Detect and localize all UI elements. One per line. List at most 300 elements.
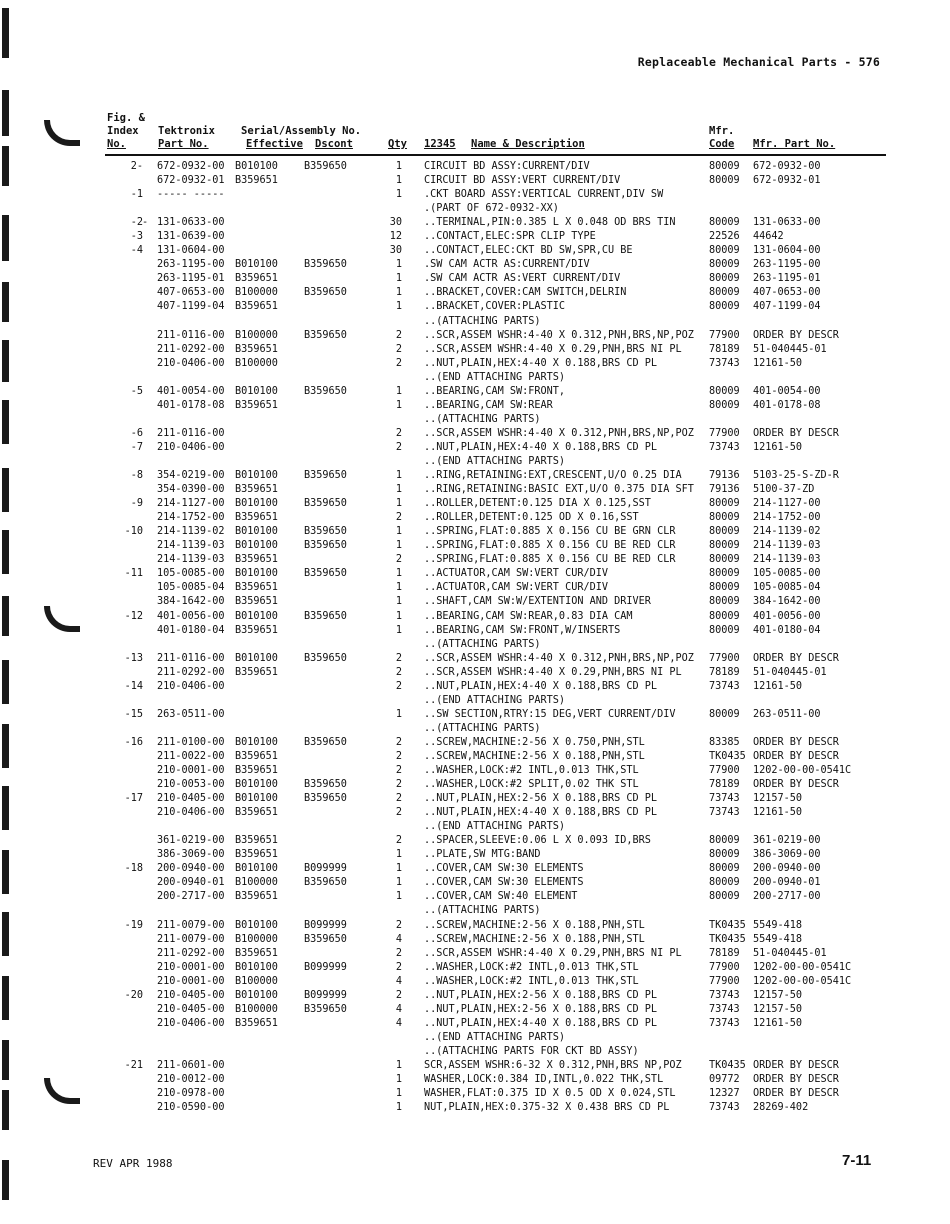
qty: 30: [389, 245, 402, 257]
serial-effective: B010100: [235, 385, 278, 397]
description: ..ACTUATOR,CAM SW:VERT CUR/DIV: [424, 582, 609, 594]
mfr-code: 78189: [709, 779, 740, 791]
page-number: 7-11: [842, 1152, 872, 1169]
description: CIRCUIT BD ASSY:VERT CURRENT/DIV: [424, 175, 621, 187]
qty: 2: [395, 807, 402, 819]
serial-dscont: B359650: [304, 877, 347, 889]
mfr-code: TK0435: [709, 750, 746, 762]
mfr-code: TK0435: [709, 919, 746, 931]
mfr-part-no: 214-1127-00: [753, 498, 821, 510]
serial-dscont: B359650: [304, 385, 347, 397]
fig-index: -16: [124, 736, 143, 748]
tek-part-no: 210-0406-00: [157, 680, 225, 692]
qty: 1: [395, 498, 402, 510]
mfr-part-no: 263-1195-01: [753, 273, 821, 285]
description: ..SCR,ASSEM WSHR:4-40 X 0.312,PNH,BRS,NP,POZ: [424, 652, 694, 664]
mfr-part-no: 384-1642-00: [753, 596, 821, 608]
description: ..SCREW,MACHINE:2-56 X 0.188,PNH,STL: [424, 933, 645, 945]
qty: 2: [395, 666, 402, 678]
serial-dscont: B359650: [304, 779, 347, 791]
fig-index: -5: [130, 385, 143, 397]
serial-effective: B100000: [235, 975, 278, 987]
qty: 1: [395, 301, 402, 313]
column-headers: [107, 112, 887, 156]
mfr-part-no: 5549-418: [753, 933, 803, 945]
tek-part-no: 354-0219-00: [157, 470, 225, 482]
qty: 1: [395, 1060, 402, 1071]
table-row: [0, 595, 950, 609]
fig-index: -13: [124, 652, 143, 664]
qty: 2: [395, 765, 402, 777]
tek-part-no: 211-0079-00: [157, 933, 225, 945]
serial-effective: B359651: [235, 835, 278, 847]
mfr-code: 78189: [709, 947, 740, 959]
description: ..NUT,PLAIN,HEX:4-40 X 0.188,BRS CD PL: [424, 680, 658, 692]
serial-dscont: B359650: [304, 793, 347, 805]
description: ..SPACER,SLEEVE:0.06 L X 0.093 ID,BRS: [424, 835, 651, 847]
description: ..WASHER,LOCK:#2 SPLIT,0.02 THK STL: [424, 779, 639, 791]
qty: 2: [395, 512, 402, 524]
table-row: [0, 202, 950, 216]
serial-dscont: B359650: [304, 259, 347, 271]
qty: 1: [395, 175, 402, 187]
mfr-part-no: 361-0219-00: [753, 835, 821, 847]
serial-effective: B359651: [235, 947, 278, 959]
mfr-code: 73743: [709, 1003, 740, 1015]
qty: 2: [395, 441, 402, 453]
serial-effective: B100000: [235, 329, 278, 341]
col-fig-line1: Fig. &: [107, 112, 145, 124]
tek-part-no: 131-0633-00: [157, 217, 225, 229]
mfr-code: 80009: [709, 708, 740, 720]
tek-part-no: 672-0932-01: [157, 175, 225, 187]
fig-index: -14: [124, 680, 143, 692]
mfr-part-no: 12161-50: [753, 807, 803, 819]
qty: 2: [395, 947, 402, 959]
mfr-code: 80009: [709, 161, 740, 172]
description: ..NUT,PLAIN,HEX:2-56 X 0.188,BRS CD PL: [424, 1003, 658, 1015]
table-row: [0, 525, 950, 539]
mfr-part-no: ORDER BY DESCR: [753, 736, 839, 748]
description: WASHER,FLAT:0.375 ID X 0.5 OD X 0.024,STL: [424, 1088, 676, 1100]
mfr-code: 77900: [709, 329, 740, 341]
tek-part-no: 401-0178-08: [157, 399, 225, 411]
table-row: [0, 399, 950, 413]
mfr-part-no: 407-1199-04: [753, 301, 821, 313]
table-row: [0, 834, 950, 848]
qty: 1: [395, 708, 402, 720]
serial-effective: B010100: [235, 259, 278, 271]
description: ..ROLLER,DETENT:0.125 OD X 0.16,SST: [424, 512, 639, 524]
serial-dscont: B359650: [304, 736, 347, 748]
mfr-part-no: 12157-50: [753, 793, 803, 805]
tek-part-no: 263-1195-01: [157, 273, 225, 285]
description: SCR,ASSEM WSHR:6-32 X 0.312,PNH,BRS NP,POZ: [424, 1060, 682, 1071]
description: ..BRACKET,COVER:PLASTIC: [424, 301, 566, 313]
mfr-part-no: 131-0604-00: [753, 245, 821, 257]
table-row: [0, 174, 950, 188]
serial-effective: B010100: [235, 989, 278, 1001]
serial-effective: B010100: [235, 793, 278, 805]
serial-effective: B359651: [235, 301, 278, 313]
table-row: [0, 286, 950, 300]
serial-dscont: B099999: [304, 989, 347, 1001]
serial-dscont: B359650: [304, 933, 347, 945]
tek-part-no: 672-0932-00: [157, 161, 225, 172]
fig-index: -3: [130, 231, 143, 243]
fig-index: -4: [130, 245, 143, 257]
col-qty: Qty: [388, 138, 407, 150]
serial-effective: B010100: [235, 919, 278, 931]
qty: 2: [395, 793, 402, 805]
description: ..BEARING,CAM SW:REAR: [424, 399, 553, 411]
serial-dscont: B359650: [304, 568, 347, 580]
table-row: [0, 764, 950, 778]
mfr-code: 73743: [709, 357, 740, 369]
tek-part-no: 211-0116-00: [157, 652, 225, 664]
mfr-code: 78189: [709, 666, 740, 678]
description: ..COVER,CAM SW:30 ELEMENTS: [424, 877, 584, 889]
tek-part-no: 210-0001-00: [157, 765, 225, 777]
mfr-part-no: 12157-50: [753, 989, 803, 1001]
tek-part-no: 361-0219-00: [157, 835, 225, 847]
qty: 1: [395, 189, 402, 201]
table-row: [0, 694, 950, 708]
qty: 1: [395, 891, 402, 903]
tek-part-no: 263-0511-00: [157, 708, 225, 720]
tek-part-no: 210-0012-00: [157, 1074, 225, 1086]
col-dscont: Dscont: [315, 138, 353, 150]
tek-part-no: 131-0639-00: [157, 231, 225, 243]
serial-effective: B100000: [235, 1003, 278, 1015]
description: ..(ATTACHING PARTS): [424, 638, 541, 650]
table-row: [0, 553, 950, 567]
table-row: [0, 919, 950, 933]
description: WASHER,LOCK:0.384 ID,INTL,0.022 THK,STL: [424, 1074, 664, 1086]
tek-part-no: 263-1195-00: [157, 259, 225, 271]
mfr-part-no: ORDER BY DESCR: [753, 427, 839, 439]
table-row: [0, 511, 950, 525]
fig-index: -12: [124, 610, 143, 622]
fig-index: -8: [130, 470, 143, 482]
table-row: [0, 933, 950, 947]
description: ..SHAFT,CAM SW:W/EXTENTION AND DRIVER: [424, 596, 651, 608]
tek-part-no: 105-0085-00: [157, 568, 225, 580]
description: ..(ATTACHING PARTS FOR CKT BD ASSY): [424, 1045, 639, 1057]
mfr-part-no: 263-0511-00: [753, 708, 821, 720]
tek-part-no: 210-0978-00: [157, 1088, 225, 1100]
description: ..(END ATTACHING PARTS): [424, 694, 566, 706]
table-row: [0, 455, 950, 469]
fig-index: -20: [124, 989, 143, 1001]
tek-part-no: 214-1127-00: [157, 498, 225, 510]
mfr-part-no: 401-0054-00: [753, 385, 821, 397]
qty: 1: [395, 161, 402, 172]
table-row: [0, 497, 950, 511]
binding-mark: [2, 1160, 9, 1200]
serial-effective: B359651: [235, 175, 278, 187]
tek-part-no: 211-0292-00: [157, 666, 225, 678]
table-row: [0, 1101, 950, 1115]
qty: 2: [395, 554, 402, 566]
qty: 2: [395, 652, 402, 664]
serial-dscont: B359650: [304, 526, 347, 538]
description: ..SCREW,MACHINE:2-56 X 0.750,PNH,STL: [424, 736, 645, 748]
description: ..BEARING,CAM SW:FRONT,W/INSERTS: [424, 624, 621, 636]
table-row: [0, 904, 950, 918]
description: ..(ATTACHING PARTS): [424, 315, 541, 327]
description: ..(ATTACHING PARTS): [424, 905, 541, 917]
qty: 1: [395, 273, 402, 285]
mfr-code: 80009: [709, 399, 740, 411]
qty: 1: [395, 863, 402, 875]
mfr-code: 80009: [709, 512, 740, 524]
col-mfr-line1: Mfr.: [709, 125, 735, 137]
table-row: [0, 610, 950, 624]
tek-part-no: 211-0116-00: [157, 427, 225, 439]
table-row: [0, 300, 950, 314]
mfr-code: 22526: [709, 231, 740, 243]
description: .SW CAM ACTR AS:VERT CURRENT/DIV: [424, 273, 621, 285]
table-row: [0, 722, 950, 736]
page-header: Replaceable Mechanical Parts - 576: [637, 55, 880, 69]
tek-part-no: 211-0601-00: [157, 1060, 225, 1071]
mfr-part-no: ORDER BY DESCR: [753, 750, 839, 762]
description: .CKT BOARD ASSY:VERTICAL CURRENT,DIV SW: [424, 189, 664, 201]
mfr-part-no: 214-1139-03: [753, 540, 821, 552]
description: ..COVER,CAM SW:40 ELEMENT: [424, 891, 578, 903]
mfr-code: 73743: [709, 441, 740, 453]
mfr-code: 12327: [709, 1088, 740, 1100]
table-row: [0, 1059, 950, 1073]
table-row: [0, 975, 950, 989]
mfr-code: 77900: [709, 652, 740, 664]
table-row: [0, 876, 950, 890]
qty: 1: [395, 1074, 402, 1086]
qty: 1: [395, 849, 402, 861]
serial-effective: B359651: [235, 750, 278, 762]
description: ..(END ATTACHING PARTS): [424, 1031, 566, 1043]
description: ..BEARING,CAM SW:FRONT,: [424, 385, 566, 397]
mfr-code: 77900: [709, 961, 740, 973]
description: ..COVER,CAM SW:30 ELEMENTS: [424, 863, 584, 875]
qty: 4: [395, 1003, 402, 1015]
table-row: [0, 230, 950, 244]
mfr-part-no: 200-0940-00: [753, 863, 821, 875]
tek-part-no: 210-0405-00: [157, 989, 225, 1001]
description: ..ACTUATOR,CAM SW:VERT CUR/DIV: [424, 568, 609, 580]
tek-part-no: 210-0590-00: [157, 1102, 225, 1114]
table-row: [0, 343, 950, 357]
table-row: [0, 1017, 950, 1031]
tek-part-no: 211-0100-00: [157, 736, 225, 748]
description: ..SCR,ASSEM WSHR:4-40 X 0.312,PNH,BRS,NP,POZ: [424, 427, 694, 439]
description: ..NUT,PLAIN,HEX:4-40 X 0.188,BRS CD PL: [424, 357, 658, 369]
description: ..SCR,ASSEM WSHR:4-40 X 0.29,PNH,BRS NI PL: [424, 343, 682, 355]
table-row: [0, 750, 950, 764]
mfr-part-no: 105-0085-04: [753, 582, 821, 594]
fig-index: -18: [124, 863, 143, 875]
mfr-part-no: ORDER BY DESCR: [753, 1060, 839, 1071]
serial-effective: B010100: [235, 470, 278, 482]
serial-effective: B010100: [235, 863, 278, 875]
description: ..(ATTACHING PARTS): [424, 413, 541, 425]
mfr-code: 80009: [709, 217, 740, 229]
description: ..SCR,ASSEM WSHR:4-40 X 0.29,PNH,BRS NI PL: [424, 947, 682, 959]
mfr-part-no: 263-1195-00: [753, 259, 821, 271]
mfr-part-no: 51-040445-01: [753, 947, 827, 959]
mfr-part-no: 1202-00-00-0541C: [753, 975, 852, 987]
mfr-code: 80009: [709, 554, 740, 566]
qty: 1: [395, 1102, 402, 1114]
mfr-part-no: ORDER BY DESCR: [753, 329, 839, 341]
mfr-code: 80009: [709, 610, 740, 622]
qty: 1: [395, 582, 402, 594]
mfr-code: 73743: [709, 807, 740, 819]
table-row: [0, 890, 950, 904]
mfr-code: 80009: [709, 175, 740, 187]
serial-dscont: B099999: [304, 961, 347, 973]
mfr-code: 73743: [709, 680, 740, 692]
mfr-code: 83385: [709, 736, 740, 748]
serial-effective: B359651: [235, 554, 278, 566]
table-row: [0, 862, 950, 876]
fig-index: -21: [124, 1060, 143, 1071]
tek-part-no: 407-1199-04: [157, 301, 225, 313]
table-row: [0, 258, 950, 272]
mfr-part-no: 44642: [753, 231, 784, 243]
qty: 1: [395, 610, 402, 622]
mfr-part-no: 5549-418: [753, 919, 803, 931]
table-row: [0, 1003, 950, 1017]
mfr-code: 80009: [709, 582, 740, 594]
serial-effective: B359651: [235, 765, 278, 777]
serial-effective: B010100: [235, 652, 278, 664]
serial-effective: B100000: [235, 287, 278, 299]
tek-part-no: 200-2717-00: [157, 891, 225, 903]
mfr-part-no: 12161-50: [753, 680, 803, 692]
mfr-code: 80009: [709, 301, 740, 313]
mfr-code: 73743: [709, 1102, 740, 1114]
description: ..NUT,PLAIN,HEX:4-40 X 0.188,BRS CD PL: [424, 441, 658, 453]
mfr-code: 80009: [709, 259, 740, 271]
serial-effective: B359651: [235, 399, 278, 411]
description: ..BEARING,CAM SW:REAR,0.83 DIA CAM: [424, 610, 633, 622]
serial-dscont: B359650: [304, 470, 347, 482]
tek-part-no: 214-1139-03: [157, 540, 225, 552]
qty: 1: [395, 526, 402, 538]
qty: 2: [395, 343, 402, 355]
description: .(PART OF 672-0932-XX): [424, 203, 559, 215]
mfr-part-no: 672-0932-00: [753, 161, 821, 172]
mfr-code: 73743: [709, 989, 740, 1001]
tek-part-no: 386-3069-00: [157, 849, 225, 861]
fig-dash: -: [142, 217, 149, 229]
qty: 1: [395, 568, 402, 580]
qty: 2: [395, 329, 402, 341]
table-row: [0, 188, 950, 202]
mfr-code: 79136: [709, 470, 740, 482]
qty: 2: [395, 835, 402, 847]
description: ..TERMINAL,PIN:0.385 L X 0.048 OD BRS TIN: [424, 217, 676, 229]
mfr-code: 80009: [709, 596, 740, 608]
binding-curve: [44, 120, 80, 146]
table-row: [0, 961, 950, 975]
serial-dscont: B359650: [304, 540, 347, 552]
table-row: [0, 1031, 950, 1045]
fig-index: -6: [130, 427, 143, 439]
mfr-part-no: 200-0940-01: [753, 877, 821, 889]
fig-index: -9: [130, 498, 143, 510]
tek-part-no: 401-0180-04: [157, 624, 225, 636]
table-row: [0, 581, 950, 595]
description: ..SPRING,FLAT:0.885 X 0.156 CU BE RED CLR: [424, 554, 676, 566]
mfr-code: TK0435: [709, 933, 746, 945]
table-row: [0, 469, 950, 483]
description: ..CONTACT,ELEC:SPR CLIP TYPE: [424, 231, 596, 243]
description: ..(END ATTACHING PARTS): [424, 371, 566, 383]
table-row: [0, 1073, 950, 1087]
serial-effective: B010100: [235, 736, 278, 748]
serial-dscont: B359650: [304, 329, 347, 341]
description: CIRCUIT BD ASSY:CURRENT/DIV: [424, 161, 590, 172]
serial-effective: B359651: [235, 512, 278, 524]
table-row: [0, 638, 950, 652]
description: ..SCREW,MACHINE:2-56 X 0.188,PNH,STL: [424, 750, 645, 762]
mfr-code: 73743: [709, 1017, 740, 1029]
table-row: [0, 567, 950, 581]
tek-part-no: 210-0053-00: [157, 779, 225, 791]
binding-mark: [2, 90, 9, 136]
serial-effective: B100000: [235, 877, 278, 889]
serial-effective: B359651: [235, 484, 278, 496]
mfr-part-no: 131-0633-00: [753, 217, 821, 229]
serial-dscont: B099999: [304, 863, 347, 875]
mfr-part-no: 105-0085-00: [753, 568, 821, 580]
description: ..WASHER,LOCK:#2 INTL,0.013 THK,STL: [424, 975, 639, 987]
table-row: [0, 385, 950, 399]
description: ..SW SECTION,RTRY:15 DEG,VERT CURRENT/DIV: [424, 708, 676, 720]
description: ..SPRING,FLAT:0.885 X 0.156 CU BE RED CLR: [424, 540, 676, 552]
serial-effective: B359651: [235, 624, 278, 636]
description: ..NUT,PLAIN,HEX:4-40 X 0.188,BRS CD PL: [424, 1017, 658, 1029]
mfr-code: 80009: [709, 385, 740, 397]
qty: 1: [395, 484, 402, 496]
mfr-code: 80009: [709, 877, 740, 889]
qty: 2: [395, 989, 402, 1001]
serial-dscont: B099999: [304, 919, 347, 931]
qty: 2: [395, 961, 402, 973]
mfr-part-no: 200-2717-00: [753, 891, 821, 903]
tek-part-no: 401-0054-00: [157, 385, 225, 397]
serial-effective: B359651: [235, 849, 278, 861]
mfr-part-no: ORDER BY DESCR: [753, 1074, 839, 1086]
table-row: [0, 736, 950, 750]
mfr-part-no: 28269-402: [753, 1102, 809, 1114]
mfr-code: 80009: [709, 273, 740, 285]
qty: 1: [395, 877, 402, 889]
table-row: [0, 272, 950, 286]
tek-part-no: 214-1752-00: [157, 512, 225, 524]
description: ..ROLLER,DETENT:0.125 DIA X 0.125,SST: [424, 498, 651, 510]
fig-index: -15: [124, 708, 143, 720]
tek-part-no: 211-0022-00: [157, 750, 225, 762]
tek-part-no: 211-0292-00: [157, 343, 225, 355]
col-mfr-line2: Code: [709, 138, 735, 150]
serial-dscont: B359650: [304, 1003, 347, 1015]
mfr-code: 80009: [709, 891, 740, 903]
qty: 1: [395, 596, 402, 608]
